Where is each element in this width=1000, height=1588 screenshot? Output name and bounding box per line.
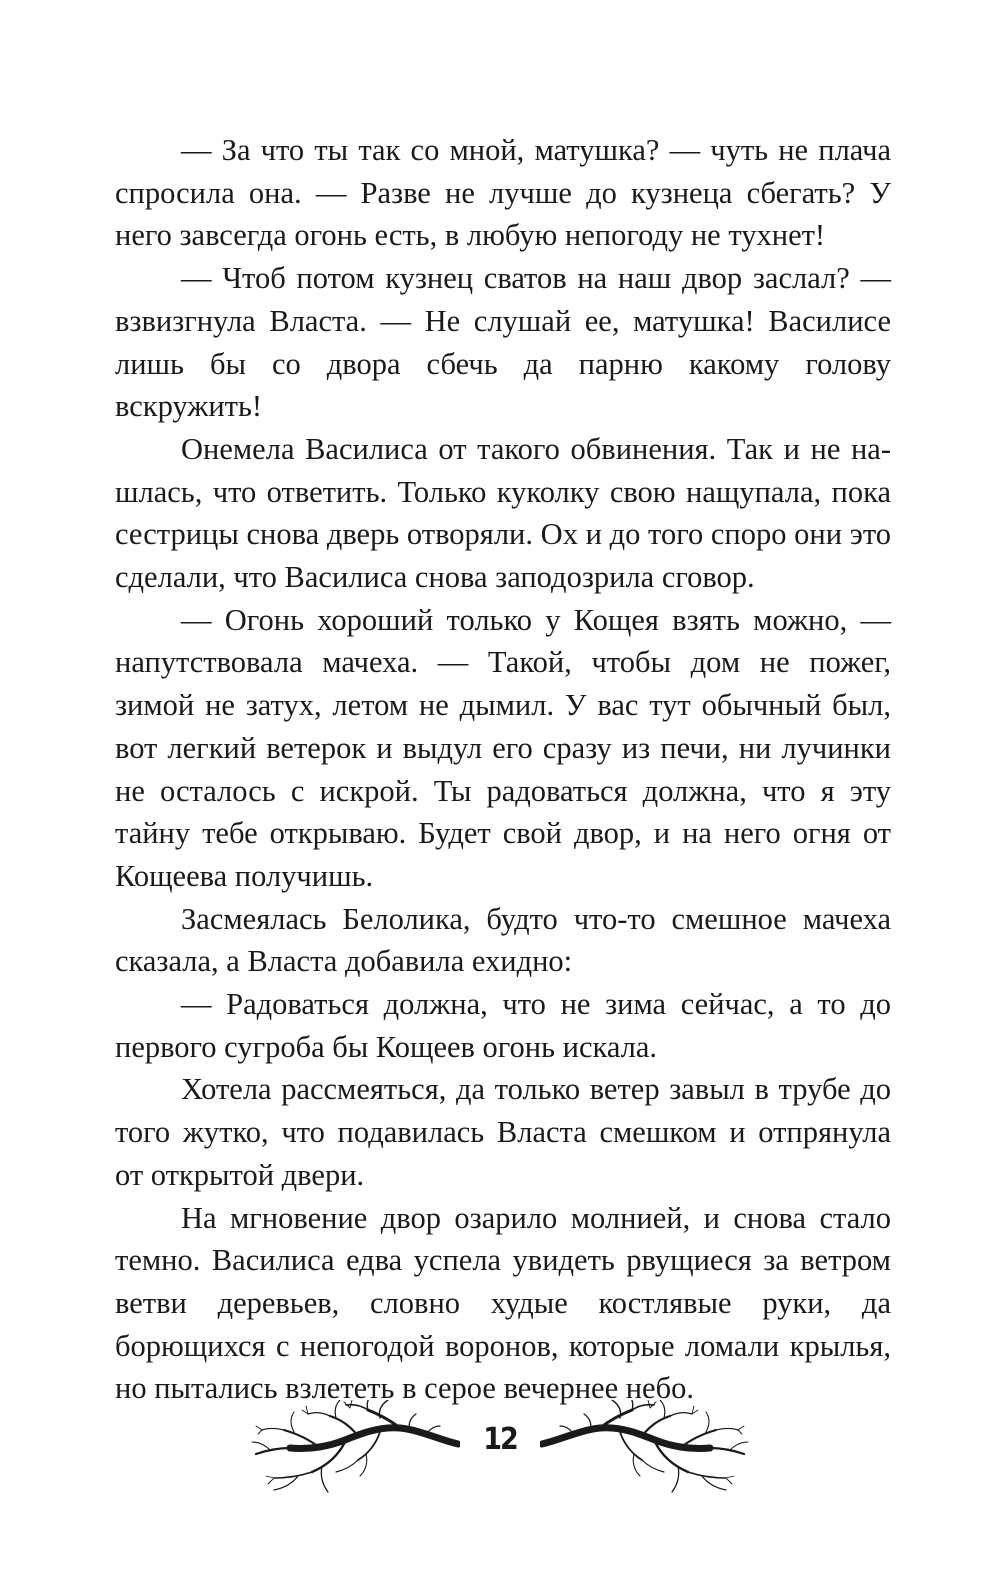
paragraph-1: — За что ты так со мной, матушка? — чуть не плача спросила она. — Разве не лучше до кузнеца сбегать? У него завсегда огонь есть, в любую непогоду не тухнет! bbox=[115, 133, 891, 253]
paragraph-2: — Чтоб потом кузнец сватов на наш двор заслал? — взвизгнула Власта. — Не слушай ее, матушка! Василисе лишь бы со двора сбечь да парню какому голову вскружить! bbox=[115, 261, 891, 424]
paragraph-3: Онемела Василиса от такого обвинения. Так и не нашлась, что ответить. Только куколку свою нащупала, пока сестрицы снова дверь отворяли. Ох и до того споро они это сделали, что Василиса снова заподозрила сговор. bbox=[115, 431, 891, 595]
page-footer bbox=[0, 1400, 1000, 1500]
bare-branches-right-icon bbox=[540, 1400, 750, 1500]
paragraph-5: Засмеялась Белолика, будто что-то смешное мачеха сказала, а Власта добавила ехидно: bbox=[115, 901, 891, 979]
paragraph-6: — Радоваться должна, что не зима сейчас, а то до первого сугроба бы Кощеев огонь искала. bbox=[115, 987, 891, 1064]
bare-branches-left-icon bbox=[250, 1400, 460, 1500]
paragraph-7: Хотела рассмеяться, да только ветер завыл в трубе до того жутко, что подавилась Власта смешком и отпрянула от открытой двери. bbox=[115, 1072, 891, 1192]
body-text bbox=[115, 129, 891, 1410]
page-number: 12 bbox=[483, 1422, 517, 1457]
paragraph-8: На мгновение двор озарило молнией, и снова стало темно. Василиса едва успела увидеть рвущиеся за ветром ветви деревьев, словно худые костлявые руки, да борющихся с непогодой воронов, которые ломали крылья, но пытались взлететь в серое вечернее небо. bbox=[115, 1200, 891, 1406]
paragraph-4: — Огонь хороший только у Кощея взять можно, — напутствовала мачеха. — Такой, чтобы дом не пожег, зимой не затух, летом не дымил. У вас тут обычный был, вот легкий ветерок и выдул его сразу из печи, ни лучинки не осталось с искрой. Ты радоваться должна, что я эту тайну тебе открываю. Будет свой двор, и на него огня от Кощеева получишь. bbox=[115, 602, 891, 893]
